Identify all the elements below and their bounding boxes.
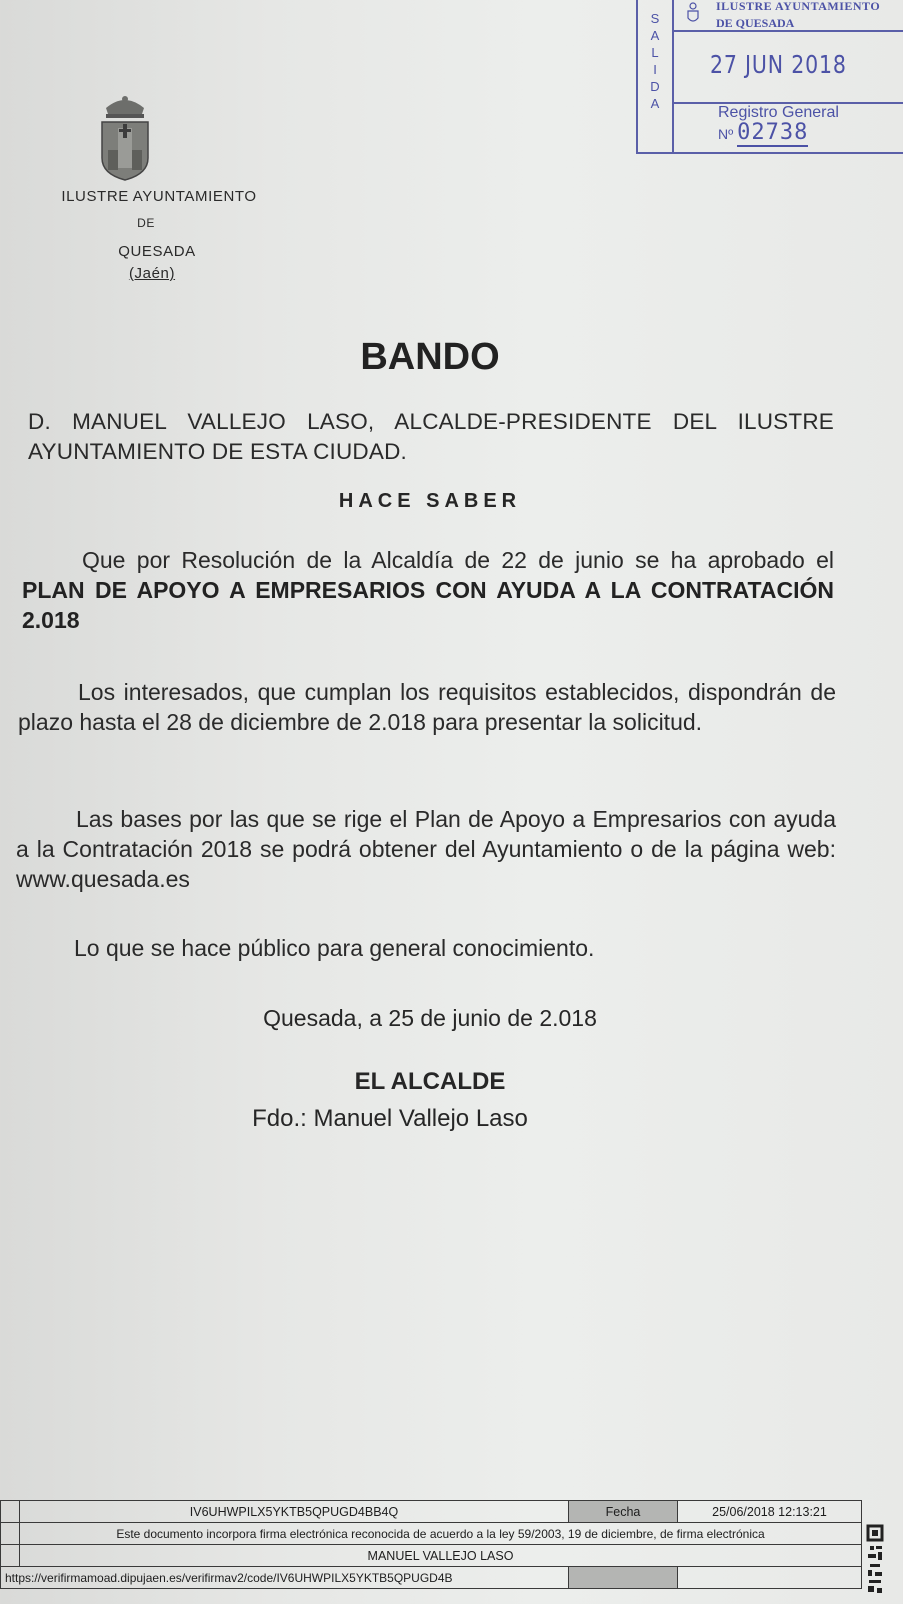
verification-code: IV6UHWPILX5YKTB5QPUGD4BB4Q: [20, 1501, 569, 1523]
verification-url[interactable]: https://verifirmamoad.dipujaen.es/verifirmav2/code/IV6UHWPILX5YKTB5QPUGD4B: [1, 1567, 569, 1589]
document-title: BANDO: [360, 336, 500, 378]
plan-name: PLAN DE APOYO A EMPRESARIOS CON AYUDA A LA CONTRATACIÓN 2.018: [22, 577, 834, 633]
signer-name: Fdo.: Manuel Vallejo Laso: [252, 1105, 528, 1132]
stamp-number-prefix: Nº: [718, 126, 734, 142]
signature-verification-table: [0, 1500, 862, 1589]
stamp-org-line2: DE QUESADA: [716, 16, 795, 30]
letterhead-line1: ILUSTRE AYUNTAMIENTO: [61, 188, 257, 205]
letterhead-line3: QUESADA: [118, 243, 196, 260]
intro-paragraph: D. MANUEL VALLEJO LASO, ALCALDE-PRESIDENTE DEL ILUSTRE AYUNTAMIENTO DE ESTA CIUDAD.: [28, 409, 834, 464]
paragraph-public: Lo que se hace público para general conocimiento.: [74, 935, 595, 961]
letterhead-line2: DE: [137, 216, 155, 230]
stamp-number: [718, 120, 808, 145]
stamp-salida-letters: S A L I D A: [650, 11, 660, 111]
fecha-label: Fecha: [569, 1501, 678, 1523]
stamp-registry-label: Registro General: [718, 104, 839, 121]
letterhead-line4: (Jaén): [128, 265, 176, 282]
place-and-date: Quesada, a 25 de junio de 2.018: [263, 1005, 597, 1031]
esignature-note: Este documento incorpora firma electrónica reconocida de acuerdo a la ley 59/2003, 19 de diciembre, de firma electrónica: [20, 1523, 862, 1545]
signer-title: EL ALCALDE: [354, 1068, 506, 1095]
qr-code-icon: [866, 1524, 903, 1604]
paragraph-bases: Las bases por las que se rige el Plan de Apoyo a Empresarios con ayuda a la Contratación 2018 se podrá obtener del Ayuntamiento o de la página web: www.quesada.es: [16, 806, 836, 892]
stamp-date: 27 JUN 2018: [710, 50, 847, 79]
hace-saber-heading: HACE SABER: [338, 490, 522, 512]
stamp-org-line1: ILUSTRE AYUNTAMIENTO: [716, 0, 881, 13]
fecha-value: 25/06/2018 12:13:21: [678, 1501, 862, 1523]
stamp-divider: [672, 0, 674, 152]
signer-name-cell: MANUEL VALLEJO LASO: [20, 1545, 862, 1567]
stamp-crest-icon: [686, 2, 700, 24]
municipal-crest-icon: [98, 94, 152, 182]
registry-stamp: [636, 0, 903, 154]
paragraph-resolution-text: Que por Resolución de la Alcaldía de 22 de junio se ha aprobado el: [82, 547, 834, 573]
stamp-number-value: 02738: [737, 120, 809, 145]
paragraph-resolution: [22, 545, 834, 635]
paragraph-deadline: Los interesados, que cumplan los requisitos establecidos, dispondrán de plazo hasta el 28 de diciembre de 2.018 para presentar la solicitud.: [18, 679, 836, 735]
